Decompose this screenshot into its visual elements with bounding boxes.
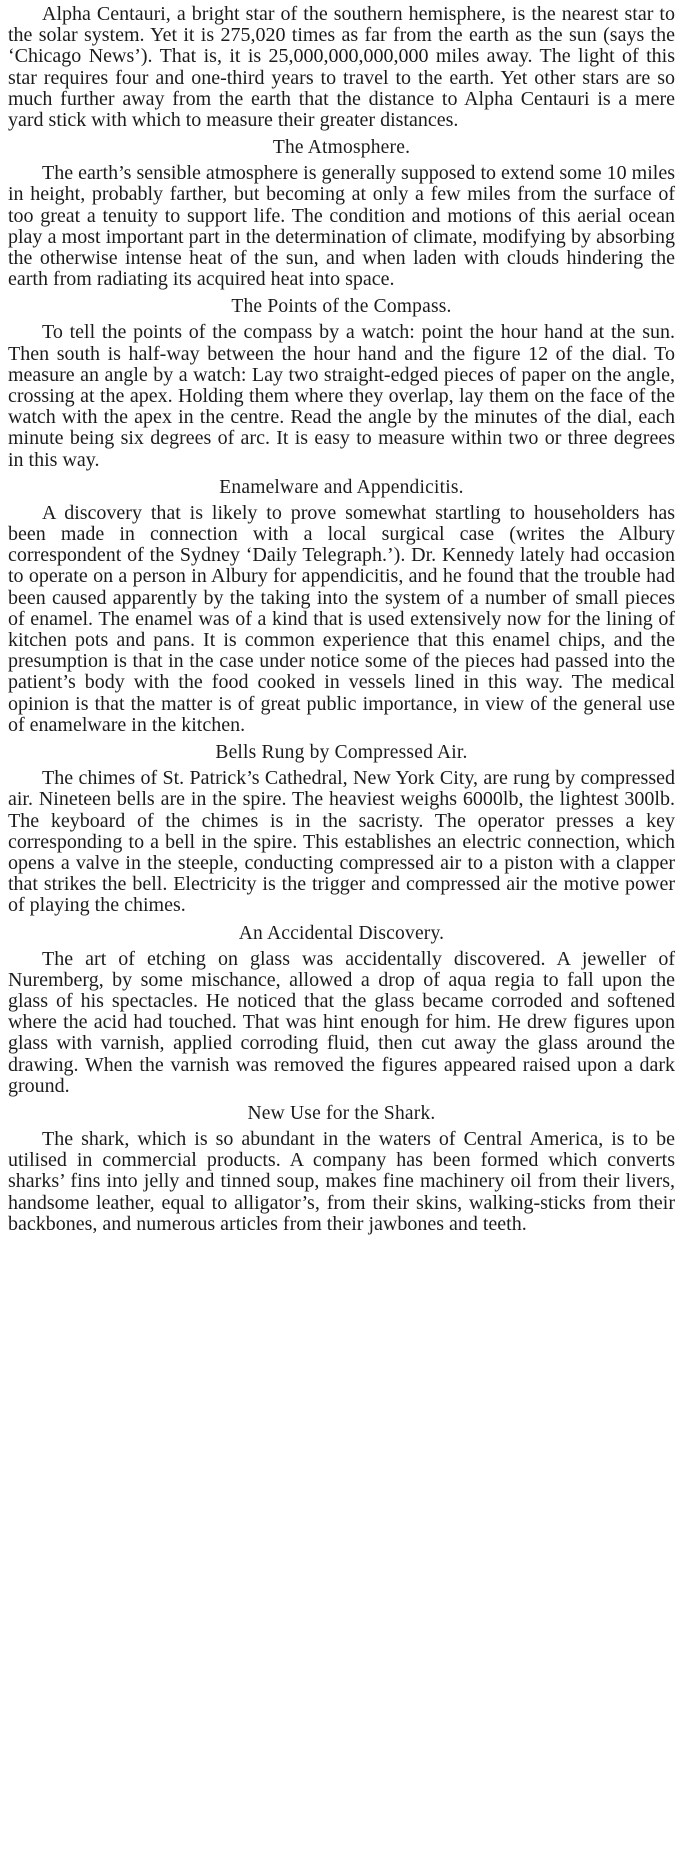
article-heading: Bells Rung by Compressed Air. <box>215 742 468 764</box>
article-heading: New Use for the Shark. <box>247 1102 436 1124</box>
article-body: The art of etching on glass was accidentally discovered. A jeweller of Nuremberg, by some mischance, allowed a drop of aqua regia to fall upon the glass of his spectacles. He noticed that the glass became corroded and softened where the acid had touched. That was hint enough for him. He drew figures upon glass with varnish, applied corroding fluid, then cut away the glass around the drawing. When the varnish was removed the figures appeared raised upon a dark ground. <box>8 947 675 1097</box>
article-atmosphere <box>8 135 675 290</box>
article-accidental-discovery <box>8 921 675 1097</box>
article-points-of-compass <box>8 294 675 470</box>
article-body: To tell the points of the compass by a watch: point the hour hand at the sun. Then south is half-way between the hour hand and the figure 12 of the dial. To measure an angle by a watch: Lay two straight-edged pieces of paper on the angle, crossing at the apex. Holding them where they overlap, lay them on the face of the watch with the apex in the centre. Read the angle by the minutes of the dial, each minute being six degrees of arc. It is easy to measure within two or three degrees in this way. <box>8 321 675 471</box>
article-heading: Enamelware and Appendicitis. <box>219 476 464 498</box>
article-body: The chimes of St. Patrick’s Cathedral, New York City, are rung by compressed air. Nineteen bells are in the spire. The heaviest weighs 6000lb, the lightest 300lb. The keyboard of the chimes is in the sacristy. The operator presses a key corresponding to a bell in the spire. This establishes an electric connection, which opens a valve in the steeple, conducting compressed air to a piston with a clapper that strikes the bell. Electricity is the trigger and compressed air the motive power of playing the chimes. <box>8 767 675 917</box>
article-alpha-centauri <box>8 4 675 131</box>
article-body: The earth’s sensible atmosphere is generally supposed to extend some 10 miles in height, probably farther, but becoming at only a few miles from the surface of too great a tenuity to support life. The condition and motions of this aerial ocean play a most important part in the determination of climate, modifying by absorbing the otherwise intense heat of the sun, and when laden with clouds hindering the earth from radiating its acquired heat into space. <box>8 162 675 291</box>
article-heading: The Atmosphere. <box>272 137 411 159</box>
article-heading: The Points of the Compass. <box>231 296 452 318</box>
article-body: The shark, which is so abundant in the waters of Central America, is to be utilised in commercial products. A company has been formed which converts sharks’ fins into jelly and tinned soup, makes fine machinery oil from their livers, handsome leather, equal to alligator’s, from their skins, walking-sticks from their backbones, and numerous articles from their jawbones and teeth. <box>8 1127 675 1235</box>
article-enamelware <box>8 475 675 736</box>
article-shark <box>8 1101 675 1235</box>
article-body: A discovery that is likely to prove somewhat startling to householders has been made in connection with a local surgical case (writes the Albury correspondent of the Sydney ‘Daily Telegraph.’). Dr. Kennedy lately had occasion to operate on a person in Albury for appendicitis, and he found that the trouble had been caused apparently by the taking into the system of a number of small pieces of enamel. The enamel was of a kind that is used extensively now for the lining of kitchen pots and pans. It is common experience that this enamel chips, and the presumption is that in the case under notice some of the pieces had passed into the patient’s body with the food cooked in vessels lined in this way. The medical opinion is that the matter is of great public importance, in view of the general use of enamelware in the kitchen. <box>8 501 675 736</box>
article-heading: An Accidental Discovery. <box>238 922 445 944</box>
article-bells <box>8 740 675 916</box>
article-body: Alpha Centauri, a bright star of the southern hemisphere, is the nearest star to the solar system. Yet it is 275,020 times as far from the earth as the sun (says the ‘Chicago News’). That is, it is 25,000,000,000,000 miles away. The light of this star requires four and one-third years to travel to the earth. Yet other stars are so much further away from the earth that the distance to Alpha Centauri is a mere yard stick with which to measure their greater distances. <box>8 3 675 132</box>
